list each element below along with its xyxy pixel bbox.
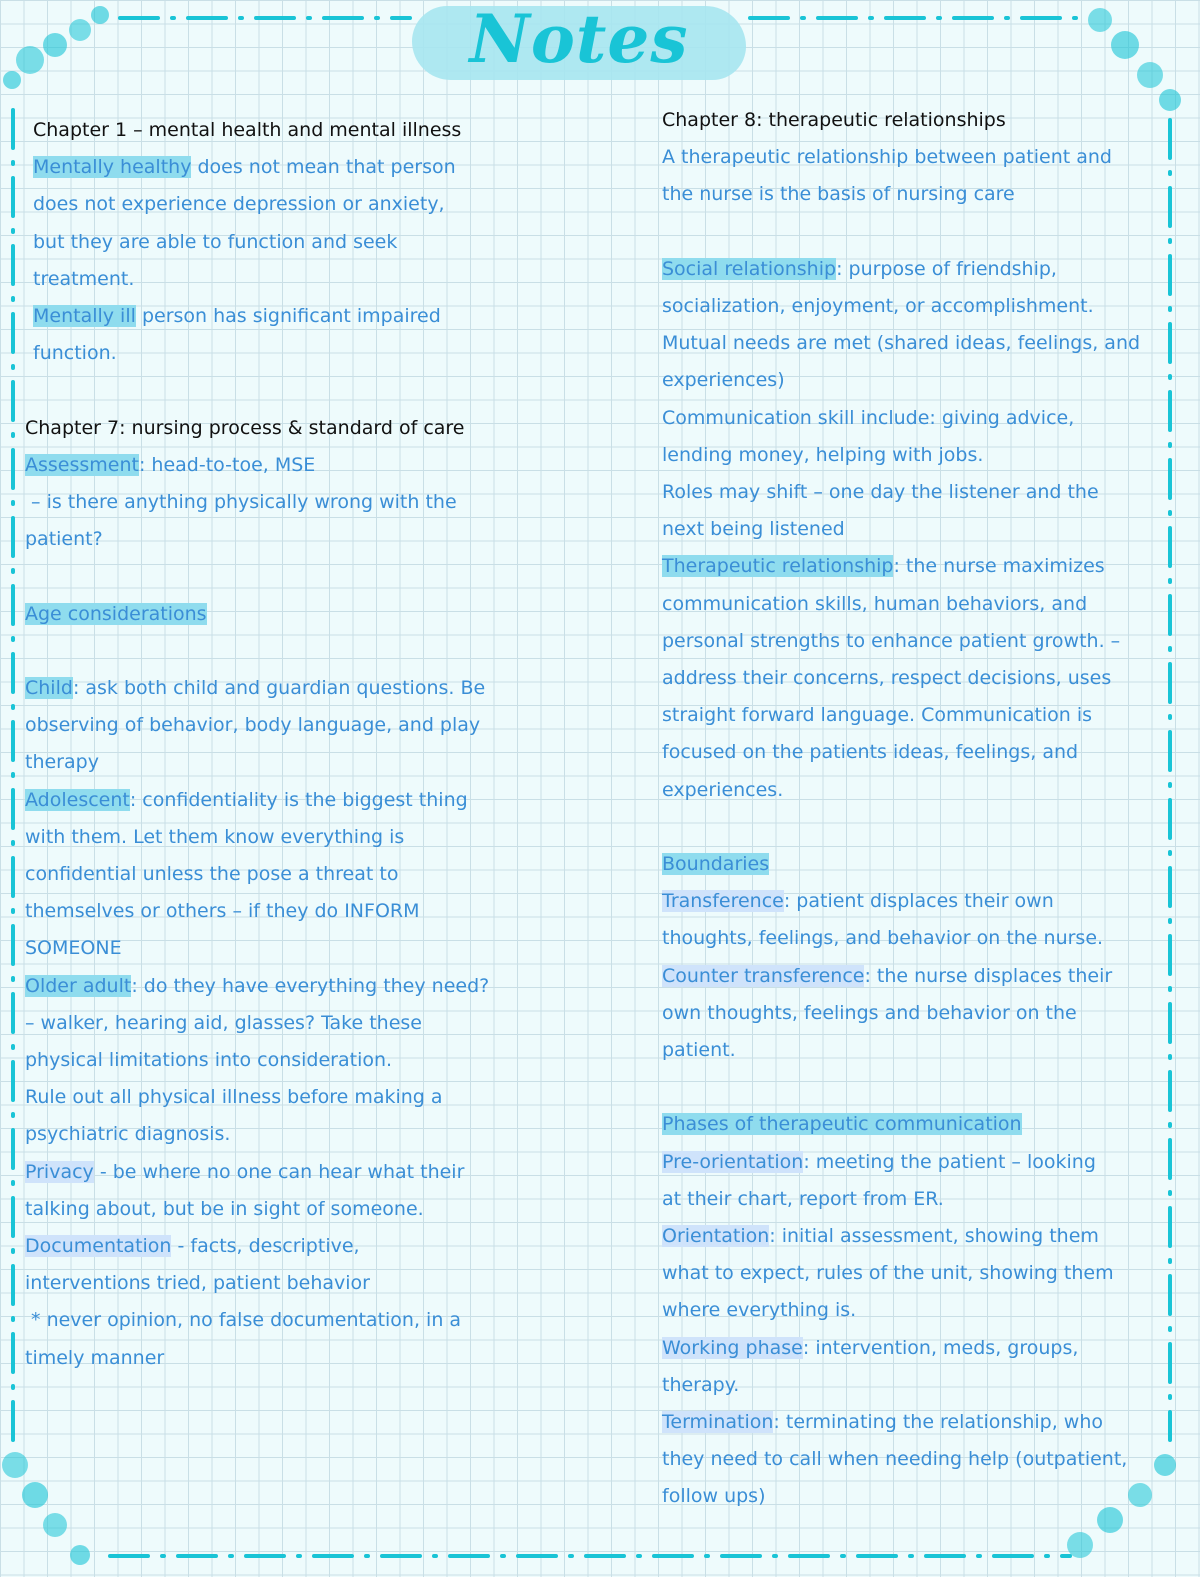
highlighted-term: Assessment	[25, 453, 139, 476]
note-line: patient?	[25, 528, 103, 551]
note-line: with them. Let them know everything is	[25, 825, 405, 848]
note-line: straight forward language. Communication is	[662, 704, 1093, 727]
note-line: treatment.	[33, 267, 135, 290]
corner-vine-icon	[2, 1452, 90, 1565]
note-line: therapy	[25, 751, 99, 774]
note-line: Counter transference: the nurse displaces their	[662, 964, 1113, 987]
note-line: Social relationship: purpose of friendship,	[662, 257, 1057, 280]
note-line: therapy.	[662, 1373, 740, 1396]
note-line: personal strengths to enhance patient growth. –	[662, 629, 1121, 652]
highlighted-term: Mentally healthy	[33, 156, 192, 179]
note-line: physical limitations into consideration.	[25, 1049, 393, 1072]
highlighted-term: Older adult	[25, 974, 132, 997]
note-line: Privacy - be where no one can hear what their	[25, 1160, 465, 1183]
highlighted-term: Documentation	[25, 1235, 172, 1258]
note-line: patient.	[662, 1039, 736, 1062]
note-line: what to expect, rules of the unit, showing them	[662, 1262, 1114, 1285]
highlighted-term: Counter transference	[662, 964, 865, 987]
note-line: does not experience depression or anxiety,	[33, 193, 445, 216]
note-line: A therapeutic relationship between patient and	[662, 146, 1112, 169]
note-line: the nurse is the basis of nursing care	[662, 183, 1015, 206]
highlighted-term: Pre-orientation	[662, 1150, 804, 1173]
highlighted-term: Adolescent	[25, 788, 130, 811]
highlighted-term: Child	[25, 677, 73, 699]
note-line: focused on the patients ideas, feelings, and	[662, 741, 1079, 764]
note-line: Mutual needs are met (shared ideas, feelings, and	[662, 332, 1141, 355]
corner-vine-icon	[1088, 8, 1181, 111]
note-line: SOMEONE	[25, 937, 122, 960]
note-line: address their concerns, respect decisions, uses	[662, 667, 1112, 690]
note-line	[25, 596, 513, 633]
note-line: Orientation: initial assessment, showing them	[662, 1225, 1099, 1248]
highlighted-term: Transference	[662, 890, 784, 913]
note-line: Rule out all physical illness before making a	[25, 1086, 443, 1109]
note-line: Assessment: head-to-toe, MSE	[25, 453, 316, 476]
note-line: Adolescent: confidentiality is the biggest thing	[25, 788, 468, 811]
note-line: Child: ask both child and guardian questions. Be	[25, 677, 486, 699]
note-line: Pre-orientation: meeting the patient – looking	[662, 1150, 1096, 1173]
highlighted-term: Termination	[662, 1411, 774, 1434]
note-line: psychiatric diagnosis.	[25, 1123, 231, 1146]
right-column	[662, 102, 1162, 1516]
note-line: next being listened	[662, 518, 845, 541]
note-line: socialization, enjoyment, or accomplishment.	[662, 295, 1094, 317]
note-line: own thoughts, feelings and behavior on the	[662, 1001, 1077, 1024]
boundaries-heading: Boundaries	[662, 853, 770, 876]
age-considerations-heading: Age considerations	[25, 602, 207, 625]
note-line: interventions tried, patient behavior	[25, 1272, 370, 1295]
note-line: Mentally ill person has significant impaired	[33, 305, 441, 328]
corner-vine-icon	[3, 6, 109, 89]
note-line: experiences.	[662, 778, 784, 801]
note-line: communication skills, human behaviors, and	[662, 592, 1088, 615]
title-badge	[412, 2, 746, 86]
left-column	[25, 112, 513, 1377]
note-line: Documentation - facts, descriptive,	[25, 1235, 360, 1258]
note-line: experiences)	[662, 369, 785, 392]
highlighted-term: Social relationship	[662, 257, 837, 280]
note-line	[662, 1106, 1162, 1143]
note-line: but they are able to function and seek	[33, 230, 398, 253]
note-line: – walker, hearing aid, glasses? Take these	[25, 1011, 422, 1034]
highlighted-term: Orientation	[662, 1225, 770, 1248]
note-line: Termination: terminating the relationship, who	[662, 1411, 1104, 1434]
note-line: function.	[33, 342, 117, 365]
note-line: – is there anything physically wrong with the	[25, 491, 457, 514]
note-line: timely manner	[25, 1346, 165, 1369]
phases-heading: Phases of therapeutic communication	[662, 1113, 1022, 1136]
note-line: at their chart, report from ER.	[662, 1187, 944, 1210]
note-line: Transference: patient displaces their own	[662, 890, 1054, 913]
note-line	[662, 846, 1162, 883]
note-line: * never opinion, no false documentation, in a	[25, 1309, 462, 1332]
note-line: talking about, but be in sight of someone.	[25, 1197, 424, 1220]
note-line: follow ups)	[662, 1485, 766, 1508]
note-line: where everything is.	[662, 1299, 857, 1322]
note-line: Communication skill include: giving advice,	[662, 406, 1075, 429]
chapter-8-heading: Chapter 8: therapeutic relationships	[662, 109, 1006, 131]
highlighted-term: Working phase	[662, 1336, 803, 1359]
note-line: thoughts, feelings, and behavior on the nurse.	[662, 927, 1104, 950]
note-line: Working phase: intervention, meds, groups,	[662, 1336, 1079, 1359]
note-line: Roles may shift – one day the listener and the	[662, 481, 1099, 504]
note-line: confidential unless the pose a threat to	[25, 863, 399, 886]
note-line: themselves or others – if they do INFORM	[25, 900, 420, 923]
note-line: Older adult: do they have everything they need?	[25, 974, 490, 997]
note-line: observing of behavior, body language, and play	[25, 714, 481, 737]
highlighted-term: Mentally ill	[33, 305, 136, 328]
chapter-7-heading: Chapter 7: nursing process & standard of care	[25, 416, 465, 439]
note-line: lending money, helping with jobs.	[662, 443, 984, 466]
note-line: they need to call when needing help (outpatient,	[662, 1448, 1128, 1471]
highlighted-term: Privacy	[25, 1160, 94, 1183]
highlighted-term: Therapeutic relationship	[662, 555, 894, 578]
page-title: Notes	[469, 0, 689, 78]
note-line: Therapeutic relationship: the nurse maximizes	[662, 555, 1105, 578]
note-line: Mentally healthy does not mean that person	[33, 156, 456, 179]
chapter-1-heading: Chapter 1 – mental health and mental illness	[33, 119, 462, 141]
